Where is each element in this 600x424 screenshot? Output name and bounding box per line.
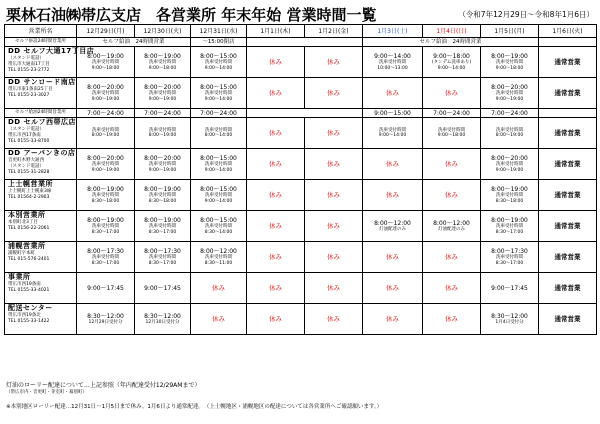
footnote-1: 灯油のローリー配達について…上記参照（年内配達受付12/29AMまで） <box>6 382 201 389</box>
station-row: 本別営業所 本別町北3丁目 TEL 0156-22-2061 8:00～19:00 洗車受付時間 8:30～17:00 8:00～19:00 洗車受付時間 8:30～17:00 8:00～15:00 洗車受付時間 8:30～14:00 休み 休み 8:00～12:00 灯油配達のみ 8:00～12:00 灯油配達のみ 8:00～19:00 洗車受付時間 8:30～17:00 通常営業 <box>5 211 597 242</box>
station-name-cell: 配送センター 帯広市西19条北 TEL 0155-33-1422 <box>5 304 77 335</box>
station-row: 浦幌営業所 浦幌町字本町 TEL 015-576-2401 8:00～17:30 洗車受付時間 8:30～17:00 8:00～17:30 洗車受付時間 8:30～17:00 8:00～12:00 洗車受付時間 8:30～11:00 休み 休み 休み 休み 8:00～17:30 洗車受付時間 8:30～17:00 通常営業 <box>5 242 597 273</box>
station-name-cell: 浦幌営業所 浦幌町字本町 TEL 015-576-2401 <box>5 242 77 273</box>
col-date: 1月3日(土) <box>363 25 423 38</box>
station-name: 浦幌営業所 <box>8 242 46 250</box>
period-label: （令和7年12月29日～令和8年1月6日） <box>458 10 594 19</box>
station-name-cell: DD サンロード南店 帯広市東1条南25丁目 TEL 0155-23-3027 <box>5 78 77 109</box>
col-date: 1月4日(日) <box>423 25 481 38</box>
footnote-1-sub: （帯広市内・音更町・芽室町・幕別町） <box>6 390 87 395</box>
station-name-cell: 本別営業所 本別町北3丁目 TEL 0156-22-2061 <box>5 211 77 242</box>
station-name: 本別営業所 <box>8 211 46 219</box>
col-date: 1月6日(火) <box>539 25 597 38</box>
col-date: 12月30日(火) <box>135 25 191 38</box>
closed-label: 休み <box>247 47 305 78</box>
station-name-cell: 上士幌営業所 上士幌町上士幌東3線 TEL 01564-2-2903 <box>5 180 77 211</box>
station-row: DD サンロード南店 帯広市東1条南25丁目 TEL 0155-23-3027 8:00～20:00 洗車受付時間 9:00～19:00 8:00～20:00 洗車受付時間 9:00～19:00 8:00～15:00 洗車受付時間 9:00～14:00 休み 休み 休み 休み 8:00～20:00 洗車受付時間 9:00～19:00 通常営業 <box>5 78 597 109</box>
regular-label: 通常営業 <box>539 47 597 78</box>
col-date: 1月1日(木) <box>247 25 305 38</box>
col-header-name: 営業所名 <box>5 25 77 38</box>
station-name: 上士幌営業所 <box>8 180 53 188</box>
station-name: DD サンロード南店 <box>8 78 76 86</box>
station-name: 配送センター <box>8 304 53 312</box>
station-name-cell: DD アーバンきの店 音更町木野大通西 （スタンド電話） TEL 0155-31-2828 <box>5 149 77 180</box>
footnote-2: ※本別地区ローリー配達…12月31日～1月5日まで休み。1月6日より通常配達。 （上士幌地区・浦幌地区の配達については各営業所へご確認願います。） <box>6 404 383 410</box>
station-name-cell: DD セルフ大通17丁目店 （スタンド電話） 帯広市大通南17丁目 TEL 0155-23-2772 <box>5 47 77 78</box>
ribbon-cell: セルフ給油 24時間営業 <box>77 38 191 47</box>
station-row: 事業所 帯広市西19条南 TEL 0155-33-4021 9:00～17:45 9:00～17:45 休み 休み 休み 休み 休み 9:00～17:45 通常営業 <box>5 273 597 304</box>
col-date: 12月29日(月) <box>77 25 135 38</box>
station-name-cell: DD セルフ西帯広店 （スタンド電話） 帯広市西17条南 TEL 0155-33-8700 <box>5 118 77 149</box>
station-name: 事業所 <box>8 273 31 281</box>
header-row <box>5 25 597 38</box>
station-name: DD アーバンきの店 <box>8 149 76 157</box>
station-row: DD セルフ大通17丁目店 （スタンド電話） 帯広市大通南17丁目 TEL 0155-23-2772 8:00～19:00 洗車受付時間 9:00～18:00 8:00～19:00 洗車受付時間 9:00～18:00 8:00～15:00 洗車受付時間 9:00～14:00 休み 休み 9:00～14:00 洗車受付時間 10:00～13:00 9:00～18:00 (タンデム洗車あり) 9:00～14:00 8:00～19:00 洗車受付時間 9:00～18:00 通常営業 <box>5 47 597 78</box>
ribbon-cell: セルフ給油 24時間営業 <box>363 38 539 47</box>
col-date: 1月5日(月) <box>481 25 539 38</box>
closed-label: 休み <box>305 47 363 78</box>
station-row: DD アーバンきの店 音更町木野大通西 （スタンド電話） TEL 0155-31-2828 8:00～20:00 洗車受付時間 9:00～19:00 8:00～20:00 洗車受付時間 9:00～19:00 8:00～15:00 洗車受付時間 9:00～14:00 休み 休み 休み 休み 8:00～20:00 洗車受付時間 9:00～19:00 通常営業 <box>5 149 597 180</box>
station-row: DD セルフ西帯広店 （スタンド電話） 帯広市西17条南 TEL 0155-33-8700 洗車受付時間 8:00～19:00 洗車受付時間 8:00～19:00 洗車受付時間 8:00～14:00 休み 休み 洗車受付時間 9:00～14:00 洗車受付時間 9:00～18:00 洗車受付時間 8:00～19:00 通常営業 <box>5 118 597 149</box>
ribbon-cell: ～15:00閉店 <box>191 38 247 47</box>
station-name-cell: 事業所 帯広市西19条南 TEL 0155-33-4021 <box>5 273 77 304</box>
schedule-table <box>4 24 597 335</box>
station-name: DD セルフ大通17丁目店 <box>8 47 95 55</box>
station-row: 配送センター 帯広市西19条北 TEL 0155-33-1422 8:30～12:00 12月29日受付分 8:30～12:00 12月30日受付分 休み 休み 休み 休み 休み 8:30～12:00 1月4日受付分 通常営業 <box>5 304 597 335</box>
ribbon-row <box>5 38 597 47</box>
ribbon-row: セルフ給油24時間営業所 7:00～24:00 7:00～24:00 7:00～24:00 9:00～15:00 7:00～24:00 7:00～24:00 <box>5 109 597 118</box>
ribbon-label: セルフ併設24時間営業所 <box>5 38 77 47</box>
page-title: 栗林石油㈱帯広支店 各営業所 年末年始 営業時間一覧 <box>6 6 377 24</box>
station-row: 上士幌営業所 上士幌町上士幌東3線 TEL 01564-2-2903 8:00～19:00 洗車受付時間 8:30～18:00 8:00～19:00 洗車受付時間 8:30～18:00 8:00～15:00 洗車受付時間 9:00～14:00 休み 休み 休み 休み 8:00～19:00 洗車受付時間 8:30～18:00 通常営業 <box>5 180 597 211</box>
station-name: DD セルフ西帯広店 <box>8 118 77 126</box>
col-date: 12月31日(水) <box>191 25 247 38</box>
col-date: 1月2日(金) <box>305 25 363 38</box>
